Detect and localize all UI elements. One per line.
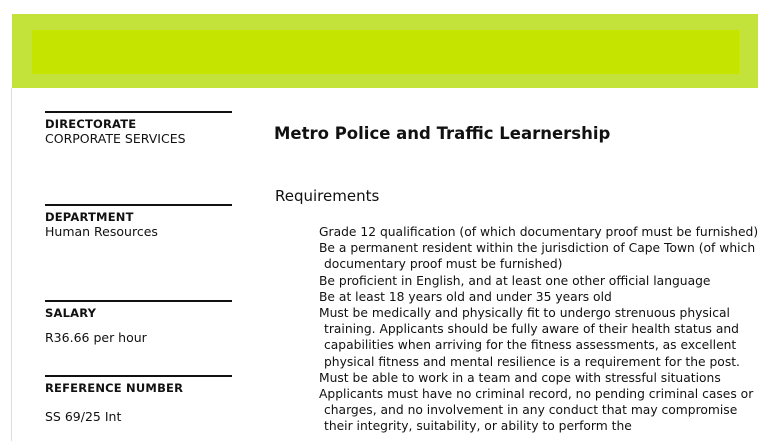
requirement-item: Must be medically and physically fit to undergo strenuous physical training. Applicants should be fully aware of their health status and capabilities when arriving for the fitness assessments, as excellent physical fitness and mental resilience is a requirement for the post.: [319, 306, 740, 369]
section-divider: [45, 375, 232, 377]
department-section: [45, 204, 232, 240]
requirement-item: Be at least 18 years old and under 35 years old: [319, 289, 612, 304]
directorate-heading: DIRECTORATE: [45, 117, 137, 131]
requirements-list: [319, 224, 759, 435]
requirement-item: Must be able to work in a team and cope with stressful situations: [319, 370, 721, 385]
reference-heading: REFERENCE NUMBER: [45, 381, 184, 395]
job-title: Metro Police and Traffic Learnership: [274, 124, 611, 143]
reference-section: [45, 375, 232, 425]
section-divider: [45, 204, 232, 206]
requirements-heading: Requirements: [275, 187, 380, 205]
requirement-item: Be proficient in English, and at least one other official language: [319, 273, 711, 288]
salary-section: [45, 300, 232, 346]
requirement-item: Be a permanent resident within the jurisdiction of Cape Town (of which documentary proof must be furnished): [319, 241, 756, 272]
header-banner-inner: [32, 30, 739, 74]
section-divider: [45, 111, 232, 113]
salary-value: R36.66 per hour: [45, 330, 147, 345]
directorate-section: [45, 111, 232, 147]
reference-value: SS 69/25 Int: [45, 409, 122, 424]
directorate-value: CORPORATE SERVICES: [45, 131, 186, 146]
requirement-item: Applicants must have no criminal record, no pending criminal cases or charges, and no involvement in any conduct that may compromise their integrity, suitability, or ability to perform the: [319, 387, 754, 434]
left-edge-line: [11, 88, 12, 441]
salary-heading: SALARY: [45, 306, 97, 320]
department-value: Human Resources: [45, 224, 158, 239]
section-divider: [45, 300, 232, 302]
department-heading: DEPARTMENT: [45, 210, 134, 224]
requirement-item: Grade 12 qualification (of which documentary proof must be furnished): [319, 225, 759, 239]
